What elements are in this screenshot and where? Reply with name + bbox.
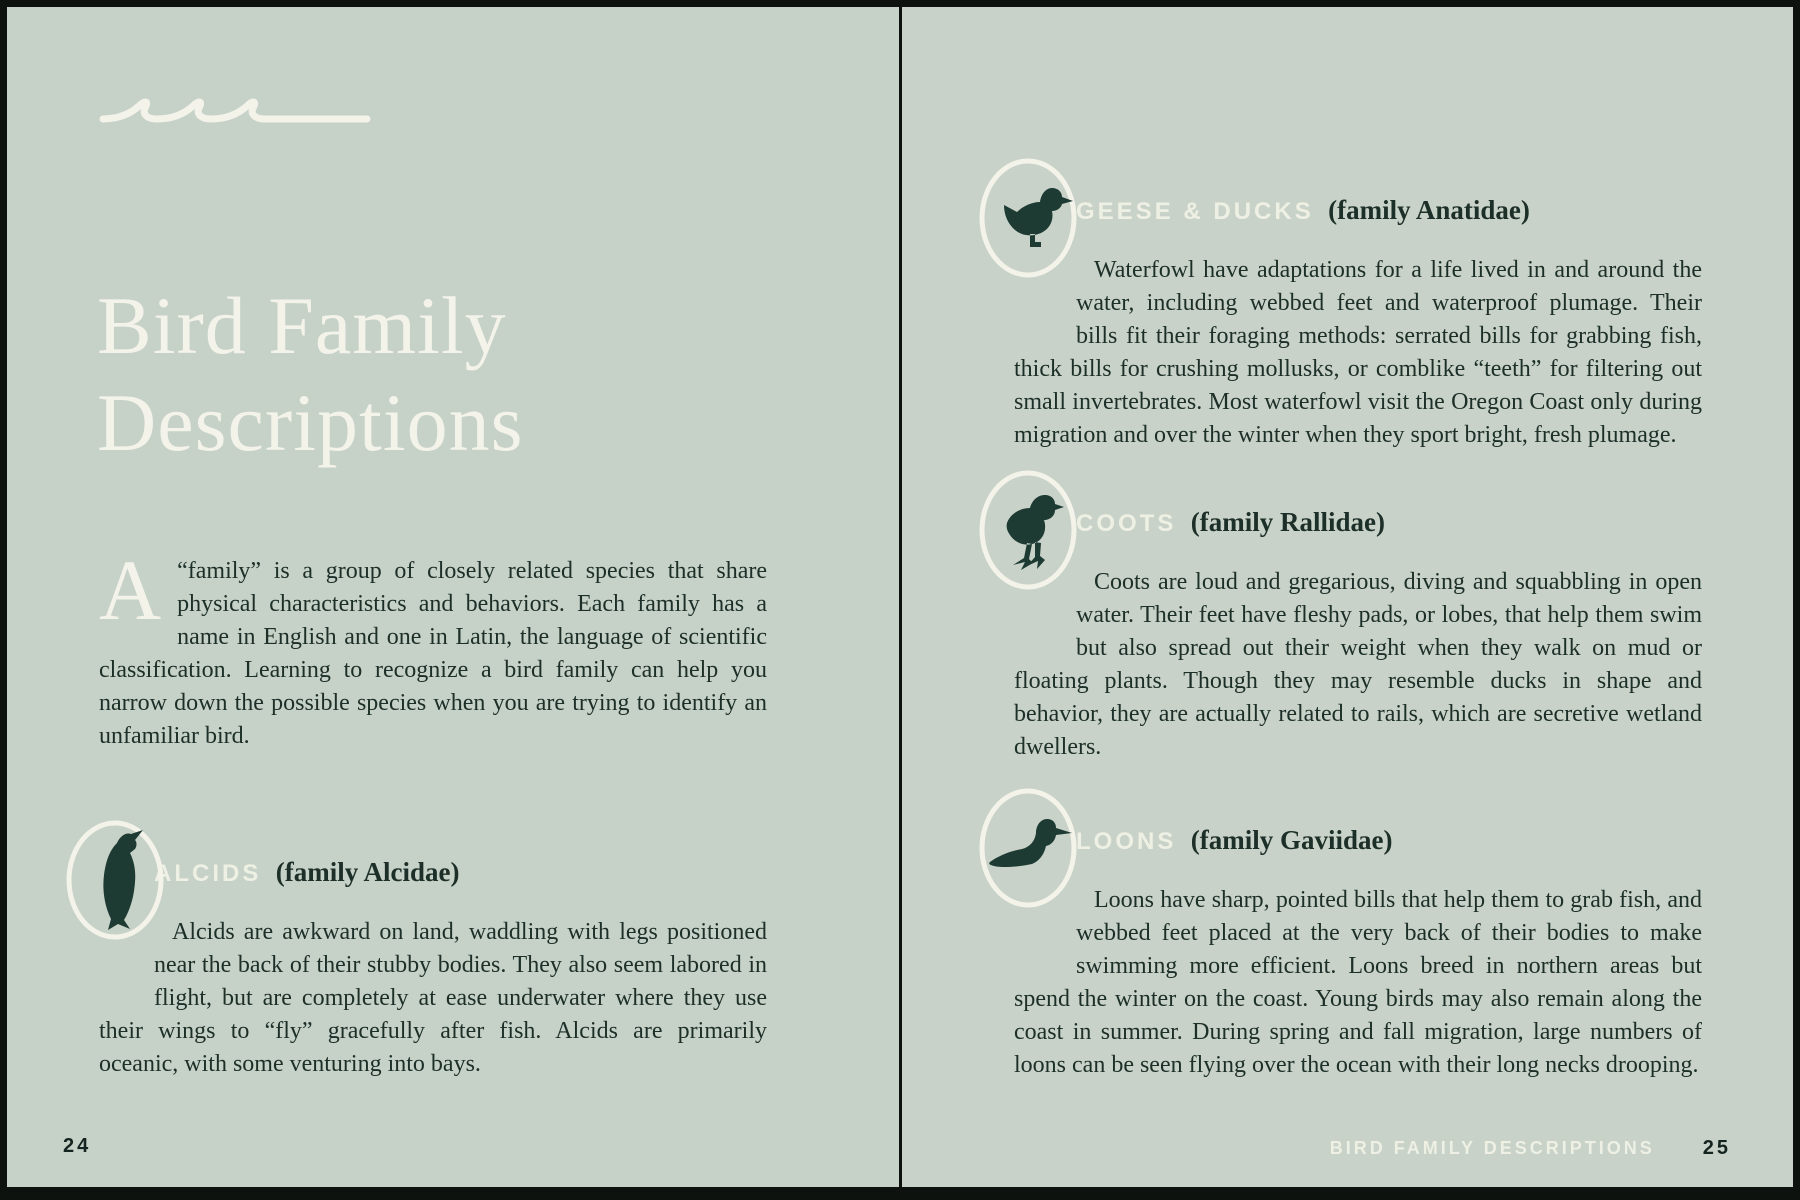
section-coots: [1014, 465, 1702, 764]
drop-cap: A: [99, 542, 162, 638]
family-heading: [1014, 783, 1702, 884]
intro-text: “family” is a group of closely related species that share physical characteristics and behaviors. Each family has a name in English and one in Latin, the language of scientific classification. Learning to recognize a bird family can help you narrow down the possible species when you are trying to identify an unfamiliar bird.: [99, 558, 767, 749]
page-right: [902, 7, 1793, 1187]
family-heading: [1014, 465, 1702, 566]
family-latin-name: (family Gaviidae): [1190, 825, 1393, 855]
family-heading: [1014, 153, 1702, 254]
page-title: [97, 277, 523, 471]
page-number-left: 24: [63, 1135, 92, 1157]
family-description: Loons have sharp, pointed bills that help them to grab fish, and webbed feet placed at the very back of their bodies to make swimming more efficient. Loons breed in northern areas but spend the winter on the coast. Young birds may also remain along the coast in summer. During spring and fall migration, large numbers of loons can be seen flying over the ocean with their long necks drooping.: [1014, 887, 1702, 1078]
wave-motif-icon: [99, 91, 371, 127]
page-left: [7, 7, 899, 1187]
alcid-bird-icon: [63, 817, 167, 943]
family-name: LOONS: [1076, 828, 1177, 855]
duck-bird-icon: [976, 155, 1080, 281]
section-geese-ducks: [1014, 153, 1702, 452]
family-name: GEESE & DUCKS: [1076, 198, 1314, 225]
intro-paragraph: [99, 542, 767, 753]
family-description: Alcids are awkward on land, waddling with legs positioned near the back of their stubby bodies. They also seem labored in flight, but are completely at ease underwater where they use their wings to “fly” gracefully after fish. Alcids are primarily oceanic, with some venturing into bays.: [99, 919, 767, 1077]
page-number-right: 25: [1702, 1137, 1731, 1159]
section-alcids: [99, 815, 767, 1081]
family-latin-name: (family Anatidae): [1328, 195, 1530, 225]
section-loons: [1014, 783, 1702, 1082]
family-description: Coots are loud and gregarious, diving and squabbling in open water. Their feet have fleshy pads, or lobes, that help them swim but also spread out their weight when they walk on mud or floating plants. Though they may resemble ducks in shape and behavior, they are actually related to rails, which are secretive wetland dwellers.: [1014, 569, 1702, 760]
title-line-1: Bird Family: [97, 280, 507, 371]
family-latin-name: (family Rallidae): [1190, 507, 1386, 537]
running-footer: [1330, 1137, 1731, 1160]
family-name: ALCIDS: [154, 860, 262, 887]
family-description: Waterfowl have adaptations for a life lived in and around the water, including webbed feet and waterproof plumage. Their bills fit their foraging methods: serrated bills for grabbing fish, thick bills for crushing mollusks, or comblike “teeth” for filtering out small invertebrates. Most waterfowl visit the Oregon Coast only during migration and over the winter when they sport bright, fresh plumage.: [1014, 257, 1702, 448]
coot-bird-icon: [976, 467, 1080, 593]
title-line-2: Descriptions: [97, 377, 524, 468]
loon-bird-icon: [976, 785, 1080, 911]
family-latin-name: (family Alcidae): [275, 857, 460, 887]
footer-chapter-label: BIRD FAMILY DESCRIPTIONS: [1329, 1138, 1655, 1158]
family-heading: [99, 815, 767, 916]
family-name: COOTS: [1076, 510, 1177, 537]
